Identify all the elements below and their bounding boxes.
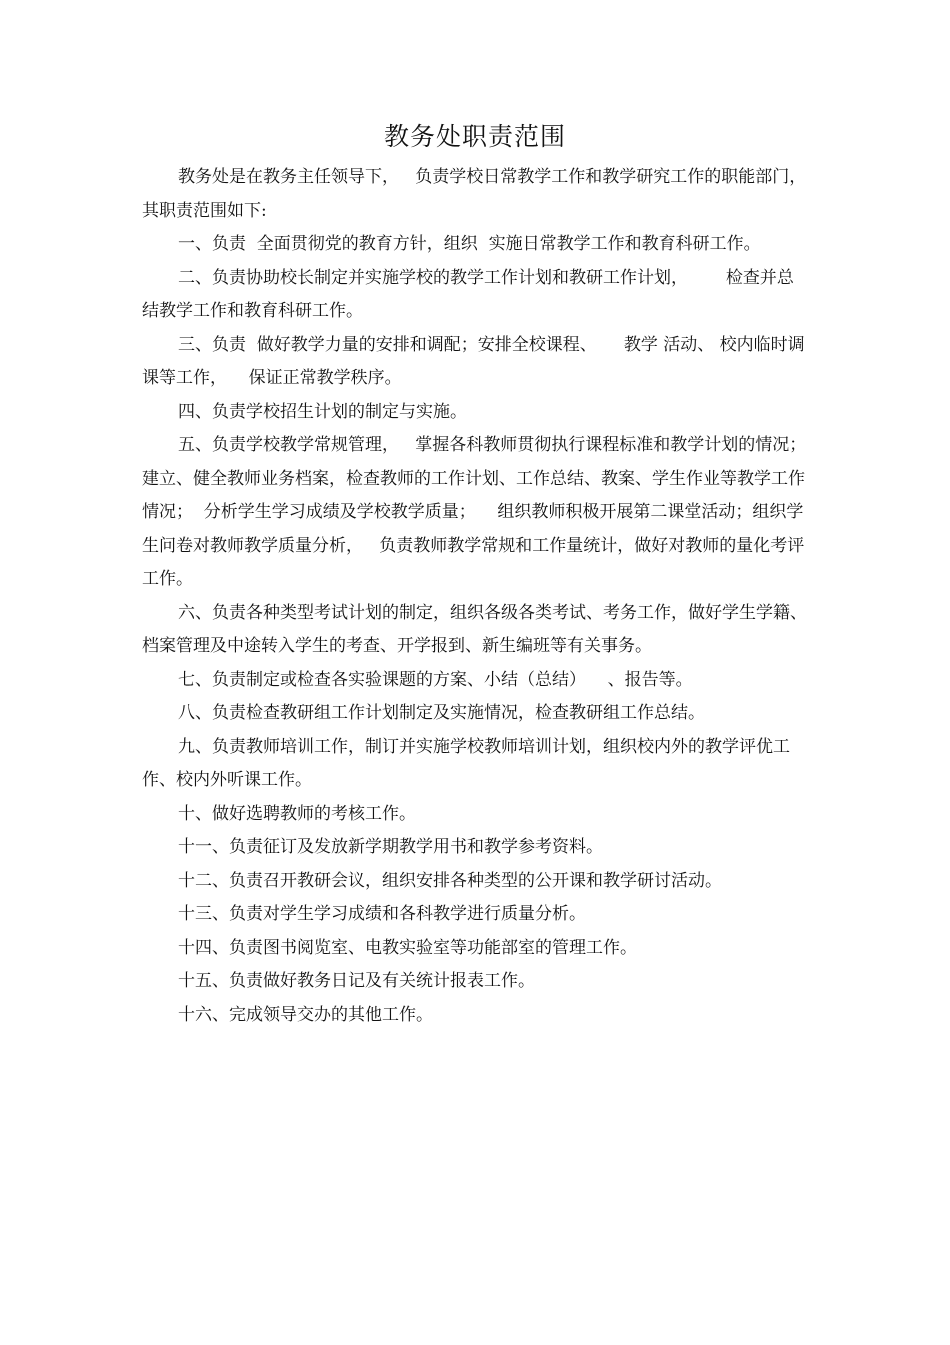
duty-item-16: 十六、完成领导交办的其他工作。 xyxy=(178,1004,433,1025)
duty-item-9: 九、负责教师培训工作，制订并实施学校教师培训计划，组织校内外的教学评优工作、校内外听课工作。 xyxy=(142,736,790,790)
duty-item-15: 十五、负责做好教务日记及有关统计报表工作。 xyxy=(178,971,535,991)
document-body xyxy=(142,161,810,1032)
intro-paragraph: 教务处是在教务主任领导下， 负责学校日常教学工作和教学研究工作的职能部门，其职责范围如下: xyxy=(142,167,807,221)
duty-item-7: 七、负责制定或检查各实验课题的方案、小结（总结） 、报告等。 xyxy=(178,669,693,690)
page-title: 教务处职责范围 xyxy=(383,122,566,151)
duty-item-4: 四、负责学校招生计划的制定与实施。 xyxy=(178,401,467,422)
duty-item-1: 一、负责 全面贯彻党的教育方针，组织 实施日常教学工作和教育科研工作。 xyxy=(178,234,761,254)
duty-item-14: 十四、负责图书阅览室、电教实验室等功能部室的管理工作。 xyxy=(178,937,637,958)
duty-item-3: 三、负责 做好教学力量的安排和调配；安排全校课程、 教学 活动、 校内临时调课等工作， 保证正常教学秩序。 xyxy=(142,334,805,388)
duty-item-12: 十二、负责召开教研会议，组织安排各种类型的公开课和教学研讨活动。 xyxy=(178,870,722,891)
duty-item-11: 十一、负责征订及发放新学期教学用书和教学参考资料。 xyxy=(178,837,603,857)
duty-item-8: 八、负责检查教研组工作计划制定及实施情况，检查教研组工作总结。 xyxy=(178,703,705,723)
duty-item-10: 十、做好选聘教师的考核工作。 xyxy=(178,803,416,824)
duty-item-2: 二、负责协助校长制定并实施学校的教学工作计划和教研工作计划， 检查并总结教学工作和教育科研工作。 xyxy=(142,267,794,321)
duty-item-5: 五、负责学校教学常规管理， 掌握各科教师贯彻执行课程标准和教学计划的情况；建立、健全教师业务档案，检查教师的工作计划、工作总结、教案、学生作业等教学工作情况； 分析学生学习成绩及学校教学质量； 组织教师积极开展第二课堂活动；组织学生问卷对教师教学质量分析， 负责教师教学常规和工作量统计，做好对教师的量化考评工作。 xyxy=(142,435,807,589)
duty-item-13: 十三、负责对学生学习成绩和各科教学进行质量分析。 xyxy=(178,904,586,924)
duty-item-6: 六、负责各种类型考试计划的制定，组织各级各类考试、考务工作，做好学生学籍、档案管理及中途转入学生的考查、开学报到、新生编班等有关事务。 xyxy=(142,602,807,656)
